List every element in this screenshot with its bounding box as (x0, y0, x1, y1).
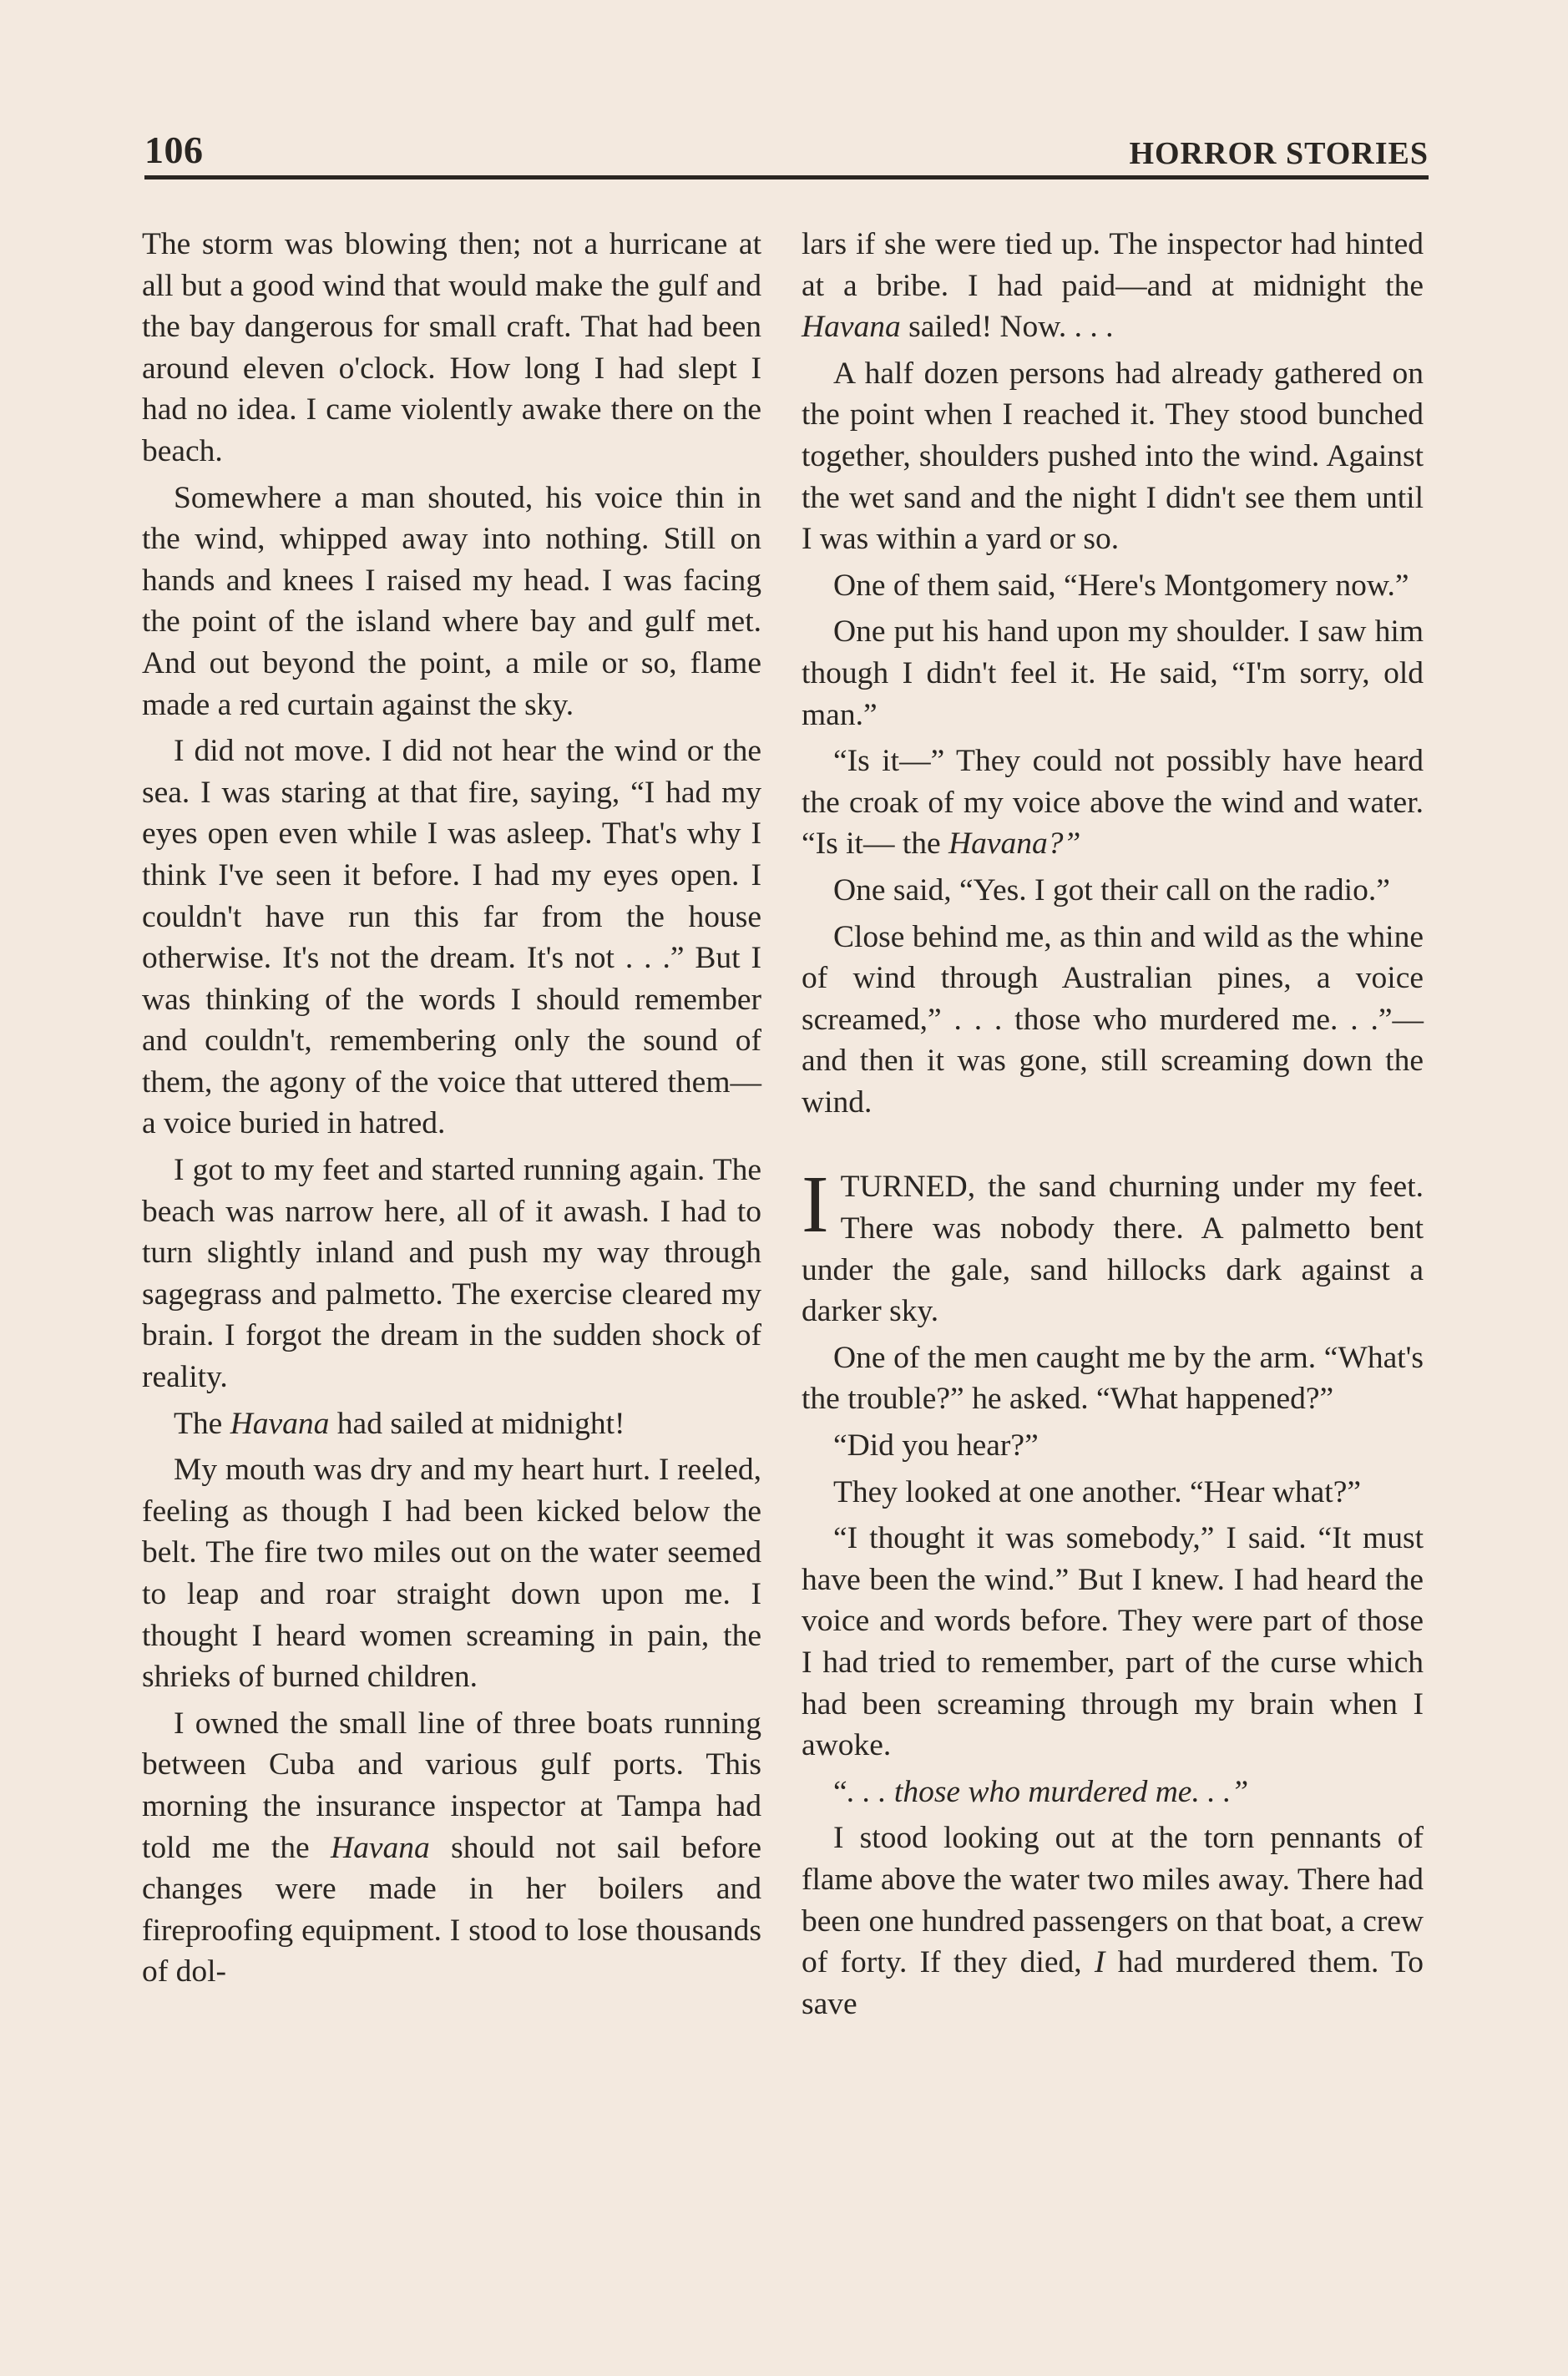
paragraph (802, 1160, 1424, 1332)
italic-run: . . . those who murdered me. . .” (847, 1774, 1249, 1809)
text-run: I owned the small line of three boats running between Cuba and various gulf ports. This morning the insurance inspector at Tampa had told me the (142, 1706, 761, 1865)
paragraph-text: TURNED, the sand churning under my feet. There was nobody there. A palmetto bent under the gale, sand hillocks dark against a darker sky. (802, 1170, 1424, 1329)
text-run: “Is it—” They could not possibly have heard the croak of my voice above the wind and water. “Is it— the (802, 744, 1424, 862)
page-header (144, 125, 1429, 172)
text-run: had sailed at midnight! (329, 1406, 625, 1441)
text-run: lars if she were tied up. The inspector had hinted at a bribe. I had paid—and at midnight the (802, 227, 1424, 303)
text-run: The (174, 1406, 230, 1441)
drop-cap: I (802, 1160, 829, 1251)
paragraph (142, 1403, 761, 1445)
paragraph: I got to my feet and started running again. The beach was narrow here, all of it awash. I had to turn slightly inland and push my way through sagegrass and palmetto. The exercise cleared my brain. I forgot the dream in the sudden shock of reality. (142, 1153, 761, 1395)
paragraph (802, 741, 1424, 865)
paragraph: “I thought it was somebody,” I said. “It must have been the wind.” But I knew. I had heard the voice and words before. They were part of those I had tried to remember, part of the curse which had been screaming through my brain when I awoke. (802, 1521, 1424, 1763)
header-rule (144, 175, 1429, 179)
italic-run: Havana (802, 310, 901, 345)
left-column (142, 224, 761, 1998)
paragraph (802, 1817, 1424, 2025)
italic-run: Havana (331, 1830, 430, 1865)
paragraph: One of the men caught me by the arm. “What's the trouble?” he asked. “What happened?” (802, 1340, 1424, 1417)
paragraph: One said, “Yes. I got their call on the radio.” (833, 872, 1390, 907)
paragraph: I did not move. I did not hear the wind or the sea. I was staring at that fire, saying, “I had my eyes open even while I was asleep. That's why I think I've seen it before. I had my eyes open. I couldn't have run this far from the house otherwise. It's not the dream. It's not . . .” But I was thinking of the words I should remember and couldn't, remembering only the sound of them, the agony of the voice that uttered them—a voice buried in hatred. (142, 734, 761, 1141)
italic-run: Havana?” (948, 827, 1081, 862)
paragraph: The storm was blowing then; not a hurricane at all but a good wind that would make the gulf and the bay dangerous for small craft. That had been around eleven o'clock. How long I had slept I had no idea. I came violently awake there on the beach. (142, 227, 761, 468)
italic-run: Havana (230, 1406, 330, 1441)
text-run: I stood looking out at the torn pennants of flame above the water two miles away. There had been one hundred passengers on that boat, a crew of forty. If they died, (802, 1821, 1424, 1980)
paragraph (142, 1703, 761, 1993)
text-run: had murdered them. To save (802, 1945, 1424, 2021)
paragraph: One put his hand upon my shoulder. I saw him though I didn't feel it. He said, “I'm sorry, old man.” (802, 614, 1424, 732)
page-number: 106 (144, 129, 204, 171)
paragraph (802, 1772, 1424, 1813)
section-break (802, 1128, 1424, 1166)
paragraph: A half dozen persons had already gathered on the point when I reached it. They stood bunched together, shoulders pushed into the wind. Against the wet sand and the night I didn't see them until I was within a yard or so. (802, 356, 1424, 557)
text-run: sailed! Now. . . . (900, 310, 1114, 345)
paragraph: “Did you hear?” (833, 1428, 1039, 1464)
text-run: should not sail before changes were made in her boilers and fireproofing equipment. I stood to lose thousands of dol- (142, 1830, 761, 1989)
italic-run: I (1094, 1945, 1105, 1980)
right-column (802, 224, 1424, 2030)
paragraph: My mouth was dry and my heart hurt. I reeled, feeling as though I had been kicked below the belt. The fire two miles out on the water seemed to leap and roar straight down upon me. I thought I heard women screaming in pain, the shrieks of burned children. (142, 1453, 761, 1695)
paragraph: Close behind me, as thin and wild as the whine of wind through Australian pines, a voice screamed,” . . . those who murdered me. . .”—and then it was gone, still screaming down the wind. (802, 919, 1424, 1120)
paragraph: They looked at one another. “Hear what?” (833, 1474, 1362, 1509)
text-run: “ (833, 1774, 847, 1809)
paragraph: Somewhere a man shouted, his voice thin in the wind, whipped away into nothing. Still on hands and knees I raised my head. I was facing the point of the island where bay and gulf met. And out beyond the point, a mile or so, flame made a red curtain against the sky. (142, 480, 761, 722)
paragraph (802, 224, 1424, 348)
running-title: HORROR STORIES (1129, 136, 1429, 171)
paragraph: One of them said, “Here's Montgomery now.” (833, 568, 1409, 603)
